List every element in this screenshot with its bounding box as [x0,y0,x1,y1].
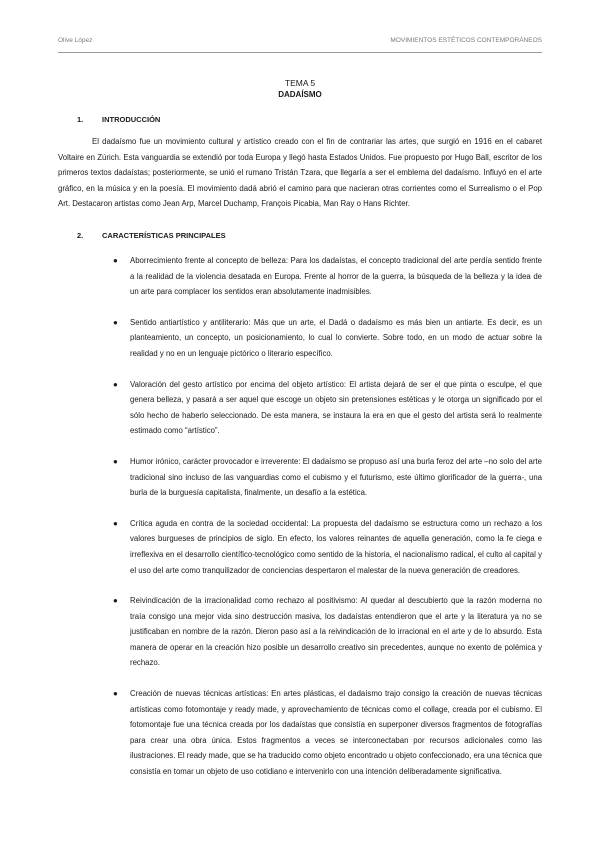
list-item [113,253,542,300]
section-title: INTRODUCCIÓN [102,115,161,124]
bullet-icon: ● [113,689,118,699]
list-item [113,686,542,780]
header-author: Olive López [58,37,93,44]
intro-paragraph: El dadaísmo fue un movimiento cultural y artístico creado con el fin de contrariar las artes, que surgió en 1916 en el cabaret Voltaire en Zúrich. Esta vanguardia se extendió por toda Europa y llegó hasta Estados Unidos. Fue propuesto por Hugo Ball, escritor de los primeros textos dadaístas; posteriormente, se unió el rumano Tristán Tzara, que llegaría a ser el emblema del dadaísmo. Influyó en el arte gráfico, en la música y en la poesía. El movimiento dadá abrió el camino para que nacieran otras corrientes como el Surrealismo o el Pop Art. Destacaron artistas como Jean Arp, Marcel Duchamp, François Picabia, Man Ray o Hans Richter. [58,137,542,209]
bullet-icon: ● [113,379,118,389]
section-heading-caracteristicas [77,231,226,240]
bullet-icon: ● [113,317,118,327]
header-course: MOVIMIENTOS ESTÉTICOS CONTEMPORÁNEOS [390,37,542,44]
list-item [113,593,542,671]
bullet-icon: ● [113,596,118,606]
list-item [113,315,542,362]
document-title: TEMA 5 [284,78,316,88]
section-number: 2. [77,231,84,240]
section-heading-introduccion [77,115,160,124]
section-number: 1. [77,115,84,124]
list-item-text: Creación de nuevas técnicas artísticas: En artes plásticas, el dadaísmo trajo consigo la creación de nuevas técnicas artísticas como fotomontaje y ready made, y aprovechamiento de técnicas como el collage, creada por el cubismo. El fotomontaje fue una técnica creada por los dadaístas que consistía en superponer diversos fragmentos de fotografías para crear una obra única. Estos fragmentos a veces se interconectaban por recursos adicionales como las ilustraciones. El ready made, que se ha traducido como objeto encontrado u objeto confeccionado, era una técnica que consistía en tomar un objeto de uso cotidiano e intervenirlo con una intención deliberadamente significativa. [130,689,542,777]
list-item [113,516,542,578]
page-header [58,37,542,44]
list-item-text: Aborrecimiento frente al concepto de belleza: Para los dadaístas, el concepto tradicional del arte perdía sentido frente a la realidad de la violencia desatada en Europa. Frente al horror de la guerra, la búsqueda de la belleza y la idea de un arte para complacer los sentidos eran absolutamente inadmisibles. [130,256,542,297]
bullet-icon: ● [113,256,118,265]
characteristics-list [0,253,600,795]
header-divider [58,52,542,53]
list-item-text: Sentido antiartístico y antiliterario: Más que un arte, el Dadá o dadaísmo es más bien un antiarte. Es decir, es un planteamiento, un concepto, un posicionamiento, lo cual lo convierte. Sobre todo, en un modo de actuar sobre la realidad y no en un lenguaje pictórico o literario específico. [130,317,542,358]
list-item-text: Reivindicación de la irracionalidad como rechazo al positivismo: Al quedar al descubierto que la razón moderna no traía consigo una mejor vida sino destrucción masiva, los dadaístas entendieron que el arte y la literatura ya no se justificaban en nombre de la razón. Dieron paso así a la reivindicación de lo irracional en el arte y de lo absurdo. Esta manera de operar en la creación hizo posible un desarrollo creativo sin precedentes, aunque no exento de polémica y rechazo. [130,596,542,668]
document-subtitle: DADAÍSMO [278,90,322,99]
section-title: CARACTERÍSTICAS PRINCIPALES [102,231,226,240]
list-item-text: Humor irónico, carácter provocador e irreverente: El dadaísmo se propuso así una burla feroz del arte –no solo del arte tradicional sino incluso de las vanguardias como el cubismo y el futurismo, este último glorificador de la guerra-, una burla de la burguesía capitalista, finalmente, un desafío a la estética. [130,456,542,498]
list-item [113,454,542,501]
list-item [113,377,542,439]
bullet-icon: ● [113,518,118,528]
list-item-text: Crítica aguda en contra de la sociedad occidental: La propuesta del dadaísmo se estructura como un rechazo a los valores burgueses de principios de siglo. En efecto, los valores reinantes de aquella generación, como la fe ciega e irreflexiva en el desarrollo científico-tecnológico como sentido de la historia, el nacionalismo radical, el culto al capital y el uso del arte como tranquilizador de conciencias despertaron el malestar de la nueva generación de creadores. [130,518,542,575]
bullet-icon: ● [113,456,118,466]
list-item-text: Valoración del gesto artístico por encima del objeto artístico: El artista dejará de ser el que pinta o esculpe, el que genera belleza, y pasará a ser aquel que escoge un objeto sin pretensiones estéticas y le otorga un significado por el sólo hecho de haberlo seleccionado. De esta manera, se instaura la era en que el gesto del artista será lo realmente estimado como “artístico”. [130,379,542,436]
